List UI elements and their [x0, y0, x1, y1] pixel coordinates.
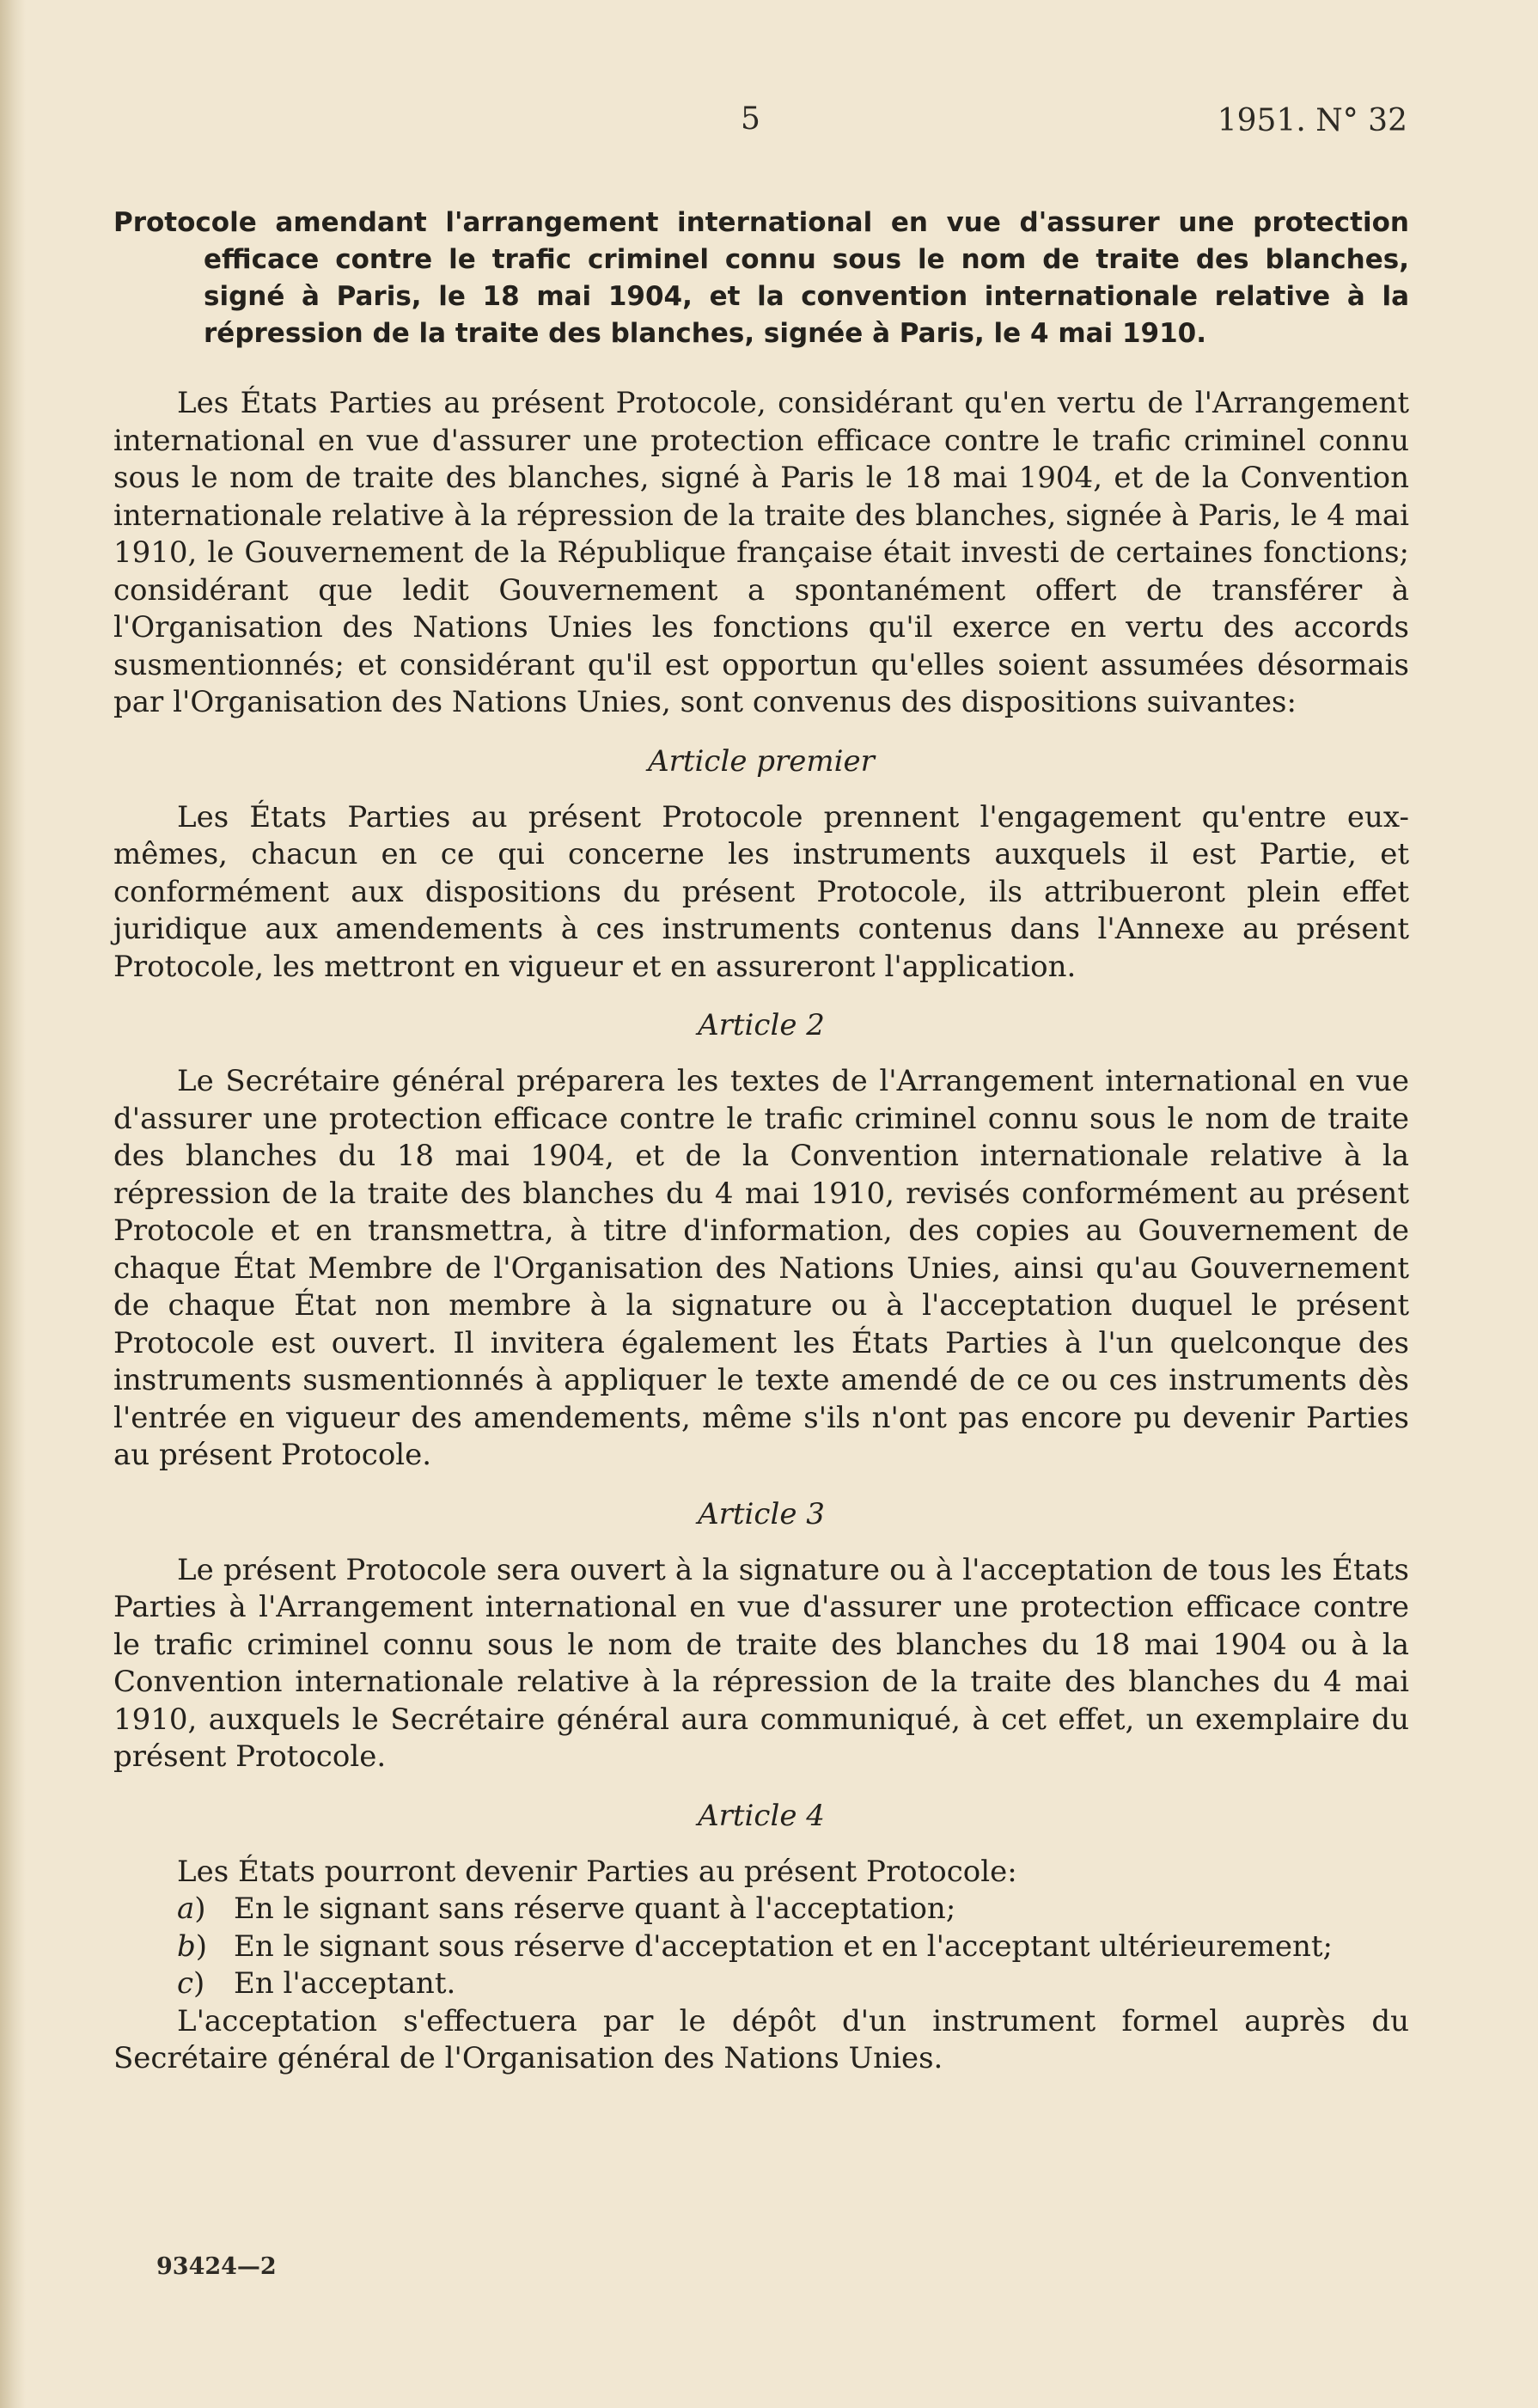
article-heading: Article 2 — [698, 1008, 825, 1042]
article-closing-paragraph: L'acceptation s'effectuera par le dépôt d'un instrument formel auprès du Secrétaire général de l'Organisation des Nations Unies. — [113, 2003, 1409, 2075]
list-item — [113, 1965, 1409, 2003]
page-binding-edge — [0, 0, 26, 2408]
article-heading: Article 4 — [698, 1798, 825, 1833]
article-heading: Article premier — [648, 743, 875, 779]
article-paragraph: Les États Parties au présent Protocole prennent l'engagement qu'entre eux-mêmes, chacun en ce qui concerne les instruments auxquels il est Partie, et conformément aux dispositions du présent Protocole, ils attribueront plein effet juridique aux amendements à ces instruments contenus dans l'Annexe au présent Protocole, les mettront en vigueur et en assureront l'application. — [113, 799, 1409, 984]
article-paragraph: Le Secrétaire général préparera les textes de l'Arrangement international en vue d'assurer une protection efficace contre le trafic criminel connu sous le nom de traite des blanches du 18 mai 1904, et de la Convention internationale relative à la répression de la traite des blanches du 4 mai 1910, revisés conformément au présent Protocole et en transmettra, à titre d'information, des copies au Gouvernement de chaque État Membre de l'Organisation des Nations Unies, ainsi qu'au Gouvernement de chaque État non membre à la signature ou à l'acceptation duquel le présent Protocole est ouvert. Il invitera également les États Parties à l'un quelconque des instruments susmentionnés à appliquer le texte amendé de ce ou ces instruments dès l'entrée en vigueur des amendements, même s'ils n'ont pas encore pu devenir Parties au présent Protocole. — [113, 1064, 1409, 1472]
article-1 — [113, 743, 1409, 987]
page-number: 5 — [741, 101, 760, 137]
document-reference: 1951. N° 32 — [1217, 103, 1407, 138]
document-body — [113, 205, 1409, 2078]
acceptance-methods-list — [113, 1891, 1409, 2003]
list-item — [113, 1928, 1409, 1966]
list-marker: a) — [177, 1892, 206, 1926]
article-2 — [113, 1006, 1409, 1475]
protocol-title: Protocole amendant l'arrangement international en vue d'assurer une protection efficace contre le trafic criminel connu sous le nom de traite des blanches, signé à Paris, le 18 mai 1904, et la convention internationale relative à la répression de la traite des blanches, signée à Paris, le 4 mai 1910. — [113, 207, 1409, 349]
list-item-text: En l'acceptant. — [234, 1966, 456, 2001]
print-code: 93424—2 — [156, 2253, 277, 2280]
list-marker: c) — [177, 1966, 205, 2001]
article-3 — [113, 1495, 1409, 1776]
list-item-text: En le signant sous réserve d'acceptation et en l'acceptant ultérieurement; — [234, 1928, 1333, 1964]
article-intro: Les États pourront devenir Parties au présent Protocole: — [177, 1854, 1017, 1889]
preamble-paragraph: Les États Parties au présent Protocole, considérant qu'en vertu de l'Arrangement international en vue d'assurer une protection efficace contre le trafic criminel connu sous le nom de traite des blanches, signé à Paris le 18 mai 1904, et de la Convention internationale relative à la répression de la traite des blanches, signée à Paris, le 4 mai 1910, le Gouvernement de la République française était investi de certaines fonctions; considérant que ledit Gouvernement a spontanément offert de transférer à l'Organisation des Nations Unies les fonctions qu'il exerce en vertu des accords susmentionnés; et considérant qu'il est opportun qu'elles soient assumées désormais par l'Organisation des Nations Unies, sont convenus des dispositions suivantes: — [113, 386, 1409, 719]
list-item-text: En le signant sans réserve quant à l'acceptation; — [234, 1892, 956, 1926]
article-paragraph: Le présent Protocole sera ouvert à la signature ou à l'acceptation de tous les États Parties à l'Arrangement international en vue d'assurer une protection efficace contre le trafic criminel connu sous le nom de traite des blanches du 18 mai 1904 ou à la Convention internationale relative à la répression de la traite des blanches du 4 mai 1910, auxquels le Secrétaire général aura communiqué, à cet effet, un exemplaire du présent Protocole. — [113, 1552, 1409, 1774]
list-marker: b) — [177, 1928, 208, 1964]
list-item — [113, 1891, 1409, 1928]
article-heading: Article 3 — [698, 1496, 825, 1531]
article-4 — [113, 1797, 1409, 2078]
